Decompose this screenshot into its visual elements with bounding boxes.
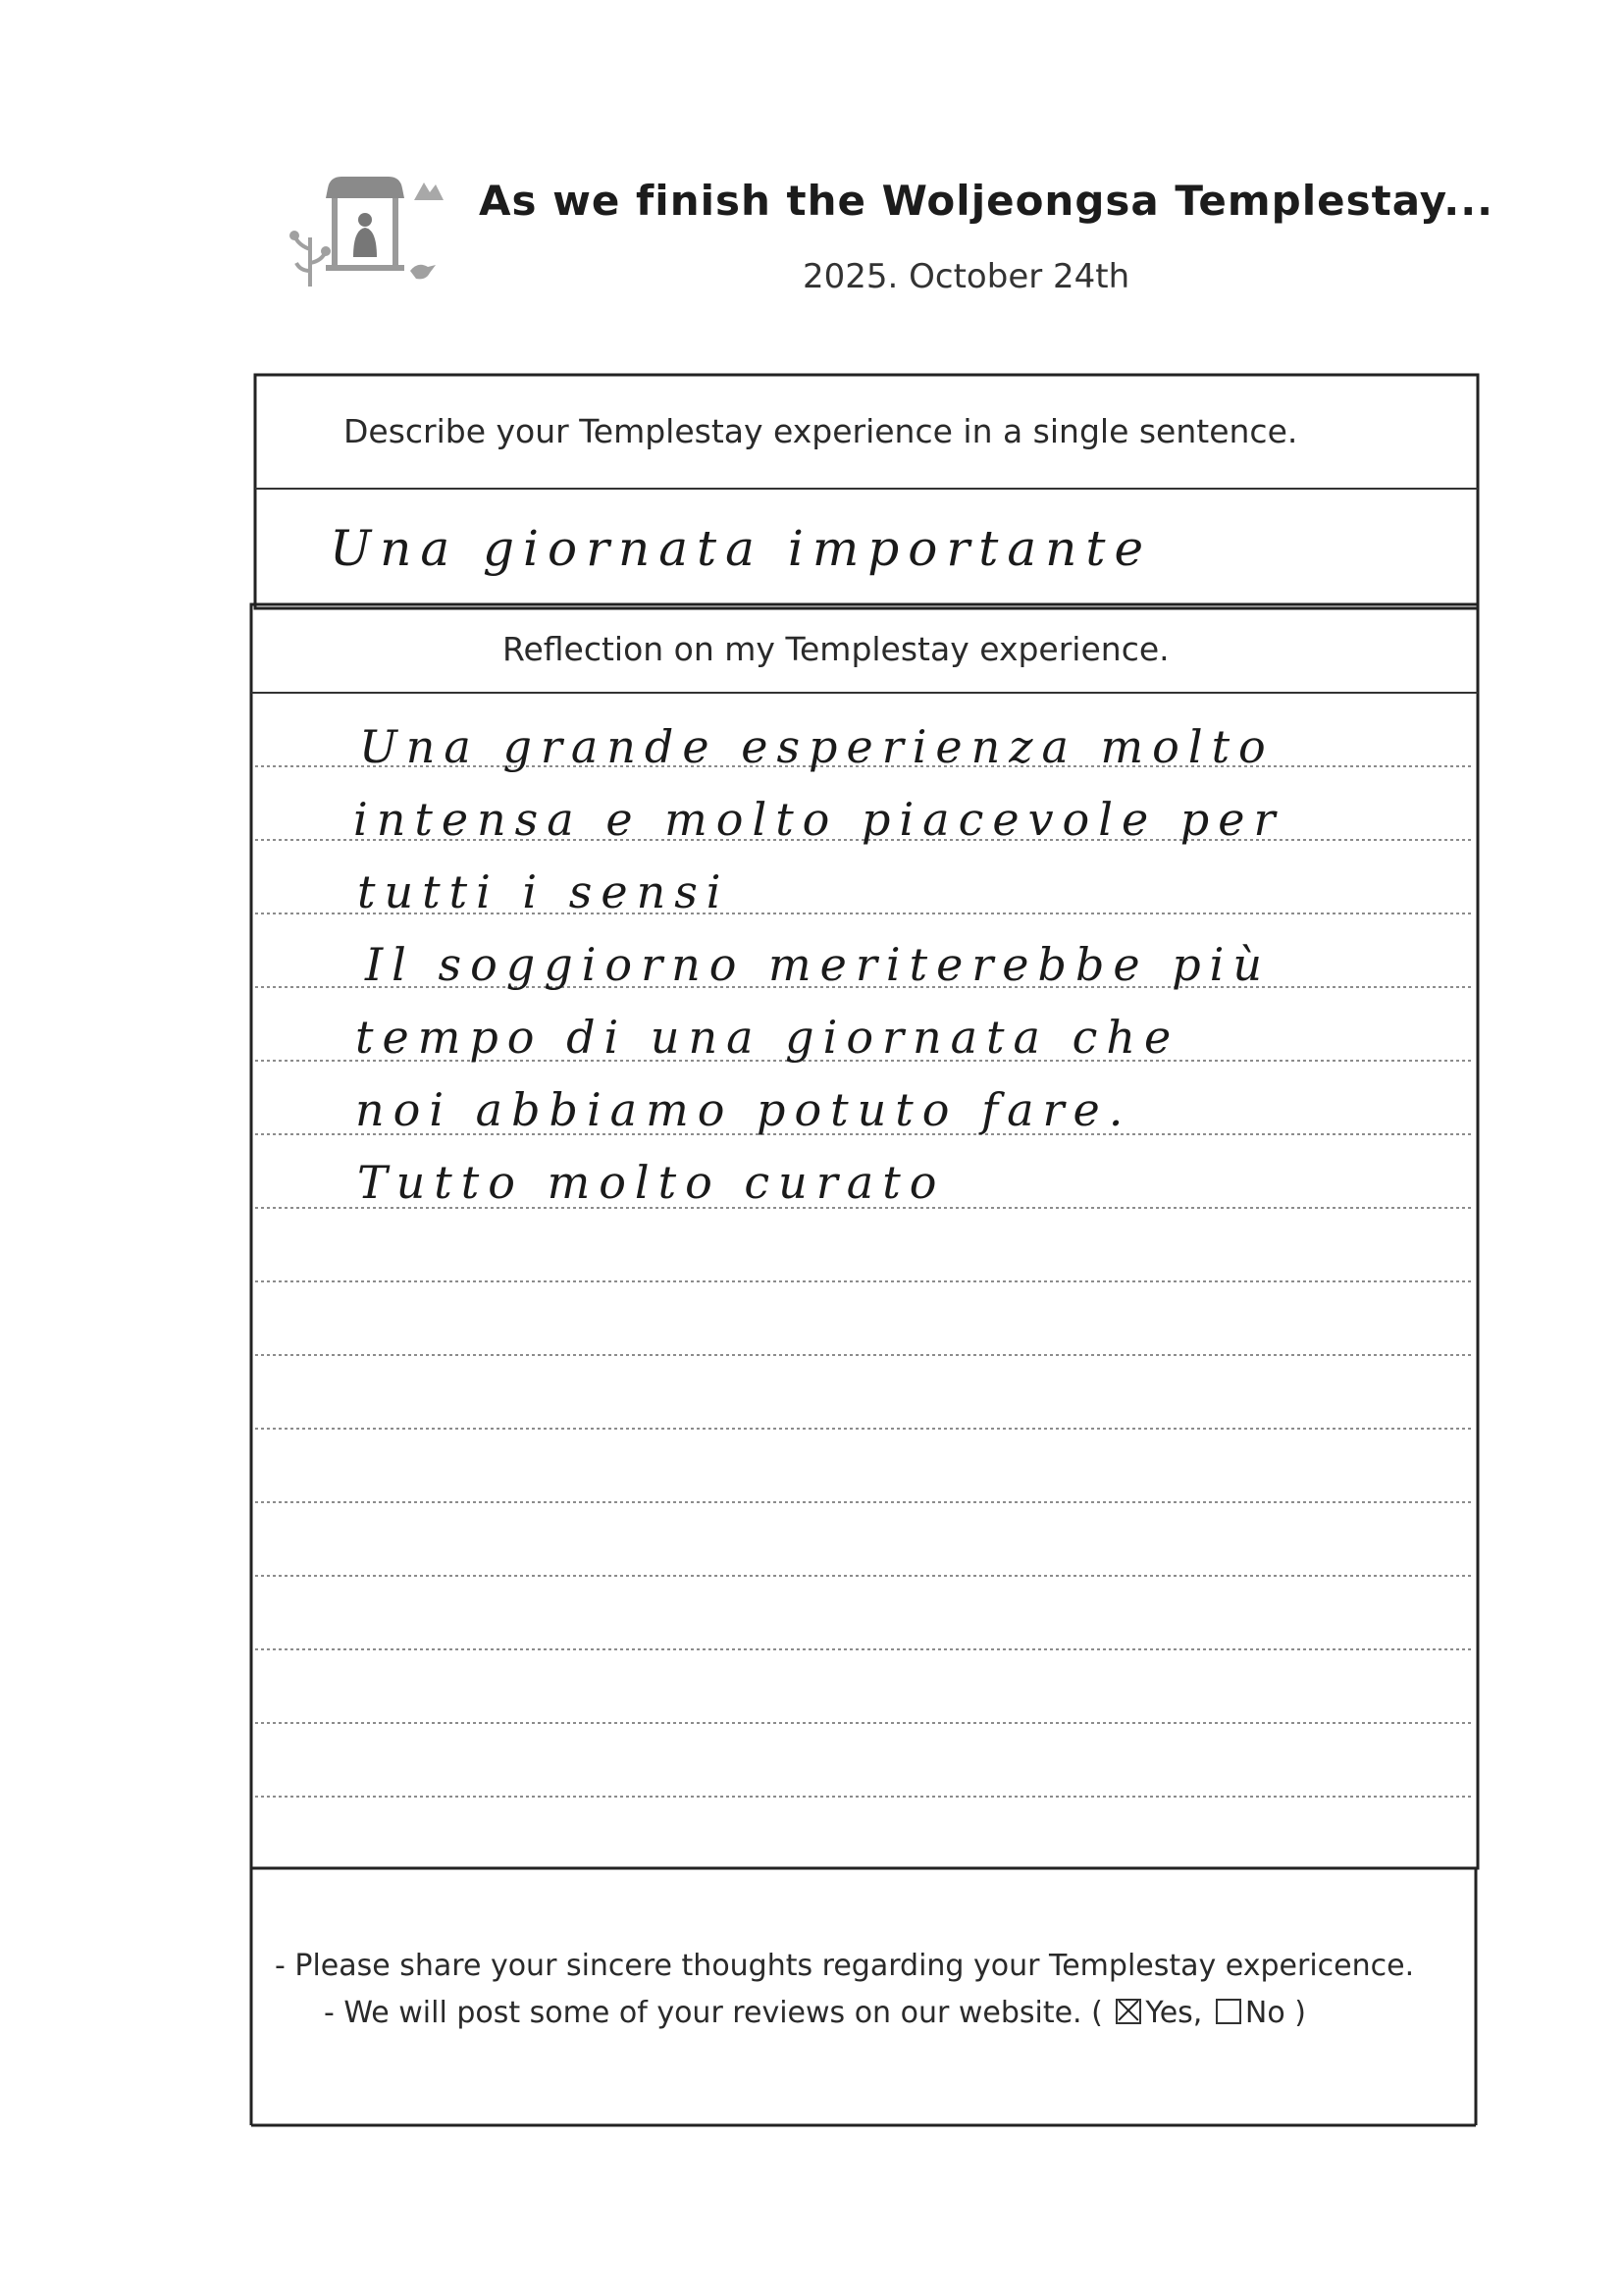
no-checkbox[interactable] (1216, 1999, 1241, 2024)
yes-checkbox[interactable] (1116, 1999, 1141, 2024)
form-date: 2025. October 24th (803, 257, 1130, 296)
question-1-label: Describe your Templestay experience in a single sentence. (343, 412, 1298, 450)
yes-label: Yes, (1145, 1996, 1203, 2030)
reflection-line[interactable]: intensa e molto piacevole per (353, 793, 1284, 846)
reflection-line[interactable]: Una grande esperienza molto (359, 720, 1275, 773)
reflection-line[interactable]: tutti i sensi (357, 865, 730, 918)
consent-text: - We will post some of your reviews on our website. ( (324, 1996, 1103, 2030)
footer-instruction: - Please share your sincere thoughts regarding your Templestay expericence. (275, 1949, 1415, 1983)
no-label: No ) (1244, 1996, 1306, 2030)
footer-consent (324, 1996, 1306, 2030)
question-1-answer[interactable]: Una giornata importante (330, 520, 1153, 577)
question-2-label: Reflection on my Templestay experience. (502, 630, 1170, 668)
page-title: As we finish the Woljeongsa Templestay... (479, 177, 1494, 225)
reflection-line[interactable]: noi abbiamo potuto fare. (355, 1083, 1132, 1136)
reflection-line[interactable]: Il soggiorno meriterebbe più (365, 938, 1272, 991)
reflection-line[interactable]: tempo di una giornata che (355, 1011, 1180, 1064)
reflection-line[interactable]: Tutto molto curato (357, 1156, 946, 1209)
